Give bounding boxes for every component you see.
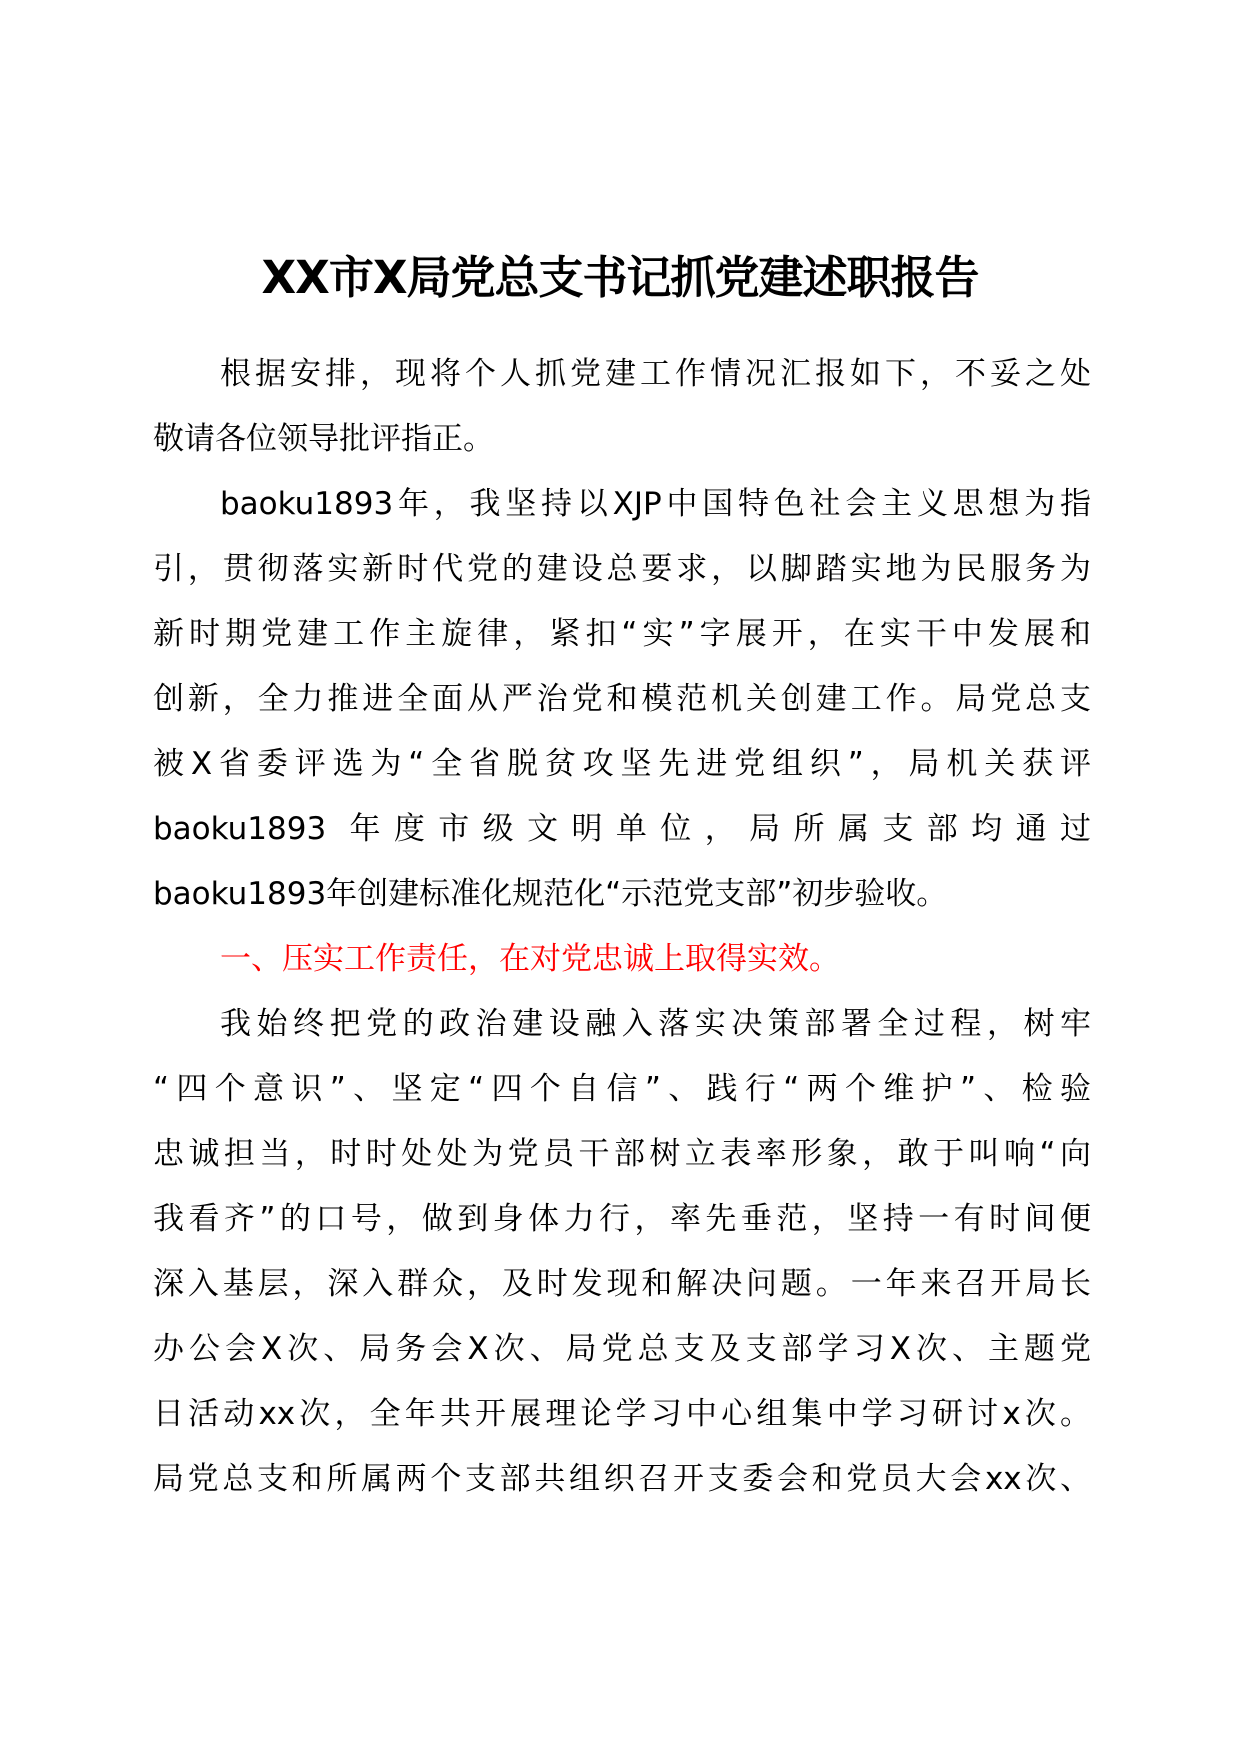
text-line: 引，贯彻落实新时代党的建设总要求，以脚踏实地为民服务为 bbox=[153, 551, 1091, 587]
text-line: 我看齐”的口号，做到身体力行，率先垂范，坚持一有时间便 bbox=[153, 1201, 1091, 1237]
text-line: 新时期党建工作主旋律，紧扣“实”字展开，在实干中发展和 bbox=[153, 616, 1091, 652]
document-title: XX市X局党总支书记抓党建述职报告 bbox=[261, 251, 979, 304]
section-heading: 一、压实工作责任，在对党忠诚上取得实效。 bbox=[220, 941, 840, 977]
document-body bbox=[153, 342, 1091, 1512]
text-line: baoku1893年创建标准化规范化“示范党支部”初步验收。 bbox=[153, 876, 948, 912]
text-line: baoku1893年，我坚持以XJP中国特色社会主义思想为指 bbox=[220, 486, 1091, 522]
text-line: 我始终把党的政治建设融入落实决策部署全过程，树牢 bbox=[220, 1006, 1091, 1042]
text-line: 根据安排，现将个人抓党建工作情况汇报如下，不妥之处 bbox=[220, 356, 1091, 392]
text-line: 深入基层，深入群众，及时发现和解决问题。一年来召开局长 bbox=[153, 1266, 1091, 1302]
text-line: 局党总支和所属两个支部共组织召开支委会和党员大会xx次、 bbox=[153, 1461, 1091, 1497]
text-line: 办公会X次、局务会X次、局党总支及支部学习X次、主题党 bbox=[153, 1331, 1091, 1367]
text-line: 敬请各位领导批评指正。 bbox=[153, 421, 494, 457]
text-line: 被X省委评选为“全省脱贫攻坚先进党组织”，局机关获评 bbox=[153, 746, 1091, 782]
text-line: 忠诚担当，时时处处为党员干部树立表率形象，敢于叫响“向 bbox=[153, 1136, 1091, 1172]
text-line: 创新，全力推进全面从严治党和模范机关创建工作。局党总支 bbox=[153, 681, 1091, 717]
text-line: “四个意识”、坚定“四个自信”、践行“两个维护”、检验 bbox=[153, 1071, 1091, 1107]
text-line: 日活动xx次，全年共开展理论学习中心组集中学习研讨x次。 bbox=[153, 1396, 1091, 1432]
text-line: baoku1893 年度市级文明单位，局所属支部均通过 bbox=[153, 811, 1091, 847]
